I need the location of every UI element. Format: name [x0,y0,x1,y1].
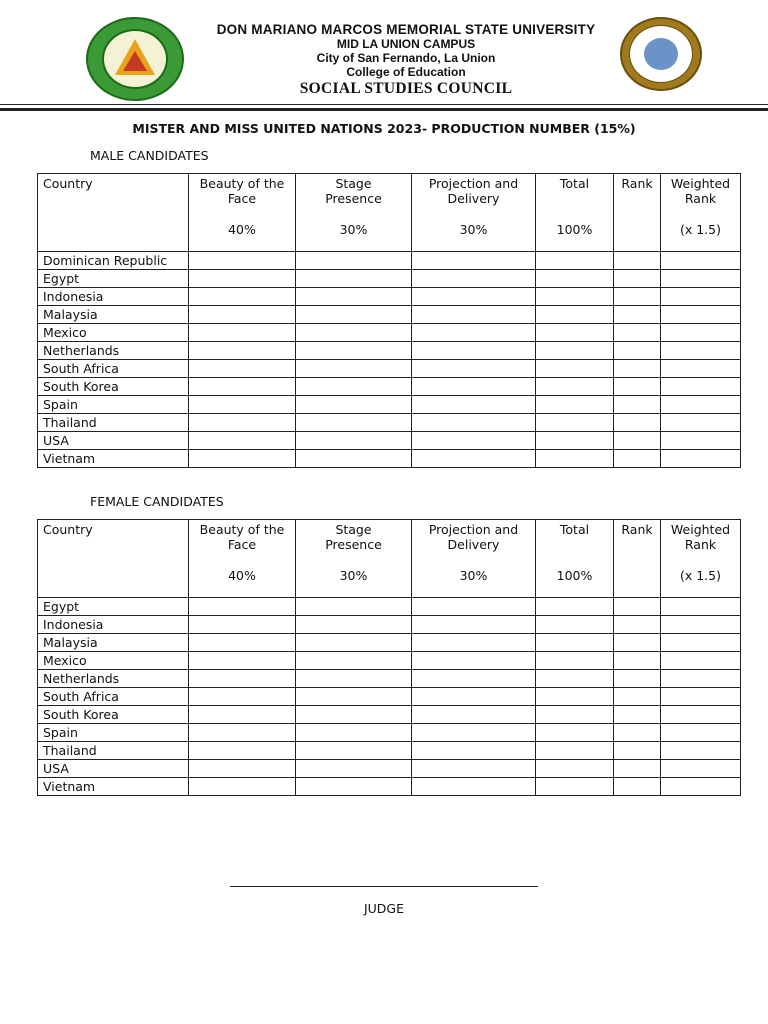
total-cell[interactable] [536,306,614,324]
country-cell: Spain [38,396,189,414]
beauty-score-cell[interactable] [189,432,296,450]
country-cell: Indonesia [38,288,189,306]
country-cell: Thailand [38,742,189,760]
weighted-rank-cell[interactable] [661,742,741,760]
total-cell[interactable] [536,724,614,742]
weighted-rank-cell[interactable] [661,270,741,288]
beauty-score-cell[interactable] [189,324,296,342]
weighted-rank-cell[interactable] [661,616,741,634]
rank-cell[interactable] [614,432,661,450]
table-row [38,724,741,742]
country-cell: Vietnam [38,450,189,468]
projection-score-cell[interactable] [412,742,536,760]
col-beauty: Beauty of the Face 40% [189,174,296,252]
stage-score-cell[interactable] [296,396,412,414]
table-row [38,688,741,706]
stage-score-cell[interactable] [296,688,412,706]
stage-score-cell[interactable] [296,270,412,288]
rank-cell[interactable] [614,342,661,360]
table-row [38,598,741,616]
country-cell: Netherlands [38,342,189,360]
beauty-score-cell[interactable] [189,270,296,288]
projection-score-cell[interactable] [412,616,536,634]
beauty-score-cell[interactable] [189,688,296,706]
stage-score-cell[interactable] [296,670,412,688]
total-cell[interactable] [536,670,614,688]
weighted-rank-cell[interactable] [661,670,741,688]
col-weighted-rank: Weighted Rank (x 1.5) [661,520,741,598]
projection-score-cell[interactable] [412,414,536,432]
table-row [38,432,741,450]
weighted-rank-cell[interactable] [661,252,741,270]
projection-score-cell[interactable] [412,598,536,616]
rank-cell[interactable] [614,598,661,616]
rank-cell[interactable] [614,252,661,270]
projection-score-cell[interactable] [412,378,536,396]
female-score-table [37,519,741,796]
projection-score-cell[interactable] [412,450,536,468]
stage-score-cell[interactable] [296,252,412,270]
projection-score-cell[interactable] [412,760,536,778]
weighted-rank-cell[interactable] [661,342,741,360]
beauty-score-cell[interactable] [189,306,296,324]
country-cell: Malaysia [38,634,189,652]
country-cell: Egypt [38,270,189,288]
total-cell[interactable] [536,688,614,706]
total-cell[interactable] [536,432,614,450]
rank-cell[interactable] [614,706,661,724]
projection-score-cell[interactable] [412,724,536,742]
stage-score-cell[interactable] [296,414,412,432]
header-divider-thick [0,108,768,111]
stage-score-cell[interactable] [296,324,412,342]
weighted-rank-cell[interactable] [661,598,741,616]
stage-score-cell[interactable] [296,288,412,306]
country-cell: Mexico [38,652,189,670]
projection-score-cell[interactable] [412,706,536,724]
country-cell: Mexico [38,324,189,342]
weighted-rank-cell[interactable] [661,324,741,342]
col-total: Total 100% [536,174,614,252]
table-row [38,306,741,324]
country-cell: Indonesia [38,616,189,634]
total-cell[interactable] [536,634,614,652]
country-cell: South Korea [38,706,189,724]
weighted-rank-cell[interactable] [661,450,741,468]
rank-cell[interactable] [614,306,661,324]
table-row [38,288,741,306]
stage-score-cell[interactable] [296,706,412,724]
stage-score-cell[interactable] [296,342,412,360]
country-cell: USA [38,760,189,778]
beauty-score-cell[interactable] [189,634,296,652]
beauty-score-cell[interactable] [189,616,296,634]
projection-score-cell[interactable] [412,306,536,324]
projection-score-cell[interactable] [412,324,536,342]
campus-name: MID LA UNION CAMPUS [336,37,476,51]
total-cell[interactable] [536,616,614,634]
rank-cell[interactable] [614,378,661,396]
stage-score-cell[interactable] [296,634,412,652]
stage-score-cell[interactable] [296,450,412,468]
col-country: Country [38,520,189,598]
country-cell: Egypt [38,598,189,616]
col-projection: Projection and Delivery 30% [412,174,536,252]
country-cell: Netherlands [38,670,189,688]
beauty-score-cell[interactable] [189,288,296,306]
stage-score-cell[interactable] [296,598,412,616]
table-row [38,652,741,670]
header-divider-thin [0,104,768,105]
rank-cell[interactable] [614,396,661,414]
rank-cell[interactable] [614,670,661,688]
council-name: SOCIAL STUDIES COUNCIL [299,80,513,97]
university-name: DON MARIANO MARCOS MEMORIAL STATE UNIVERSITY [216,22,596,37]
rank-cell[interactable] [614,288,661,306]
male-score-table [37,173,741,468]
table-row [38,634,741,652]
col-beauty: Beauty of the Face 40% [189,520,296,598]
stage-score-cell[interactable] [296,616,412,634]
table-header-row [38,174,741,252]
beauty-score-cell[interactable] [189,670,296,688]
beauty-score-cell[interactable] [189,252,296,270]
table-row [38,778,741,796]
table-row [38,360,741,378]
country-cell: Malaysia [38,306,189,324]
total-cell[interactable] [536,360,614,378]
total-cell[interactable] [536,598,614,616]
total-cell[interactable] [536,652,614,670]
beauty-score-cell[interactable] [189,760,296,778]
rank-cell[interactable] [614,742,661,760]
stage-score-cell[interactable] [296,778,412,796]
university-seal-icon [86,17,184,101]
projection-score-cell[interactable] [412,288,536,306]
col-projection: Projection and Delivery 30% [412,520,536,598]
total-cell[interactable] [536,324,614,342]
stage-score-cell[interactable] [296,724,412,742]
country-cell: USA [38,432,189,450]
table-header-row [38,520,741,598]
col-country: Country [38,174,189,252]
table-row [38,616,741,634]
projection-score-cell[interactable] [412,252,536,270]
rank-cell[interactable] [614,634,661,652]
weighted-rank-cell[interactable] [661,306,741,324]
weighted-rank-cell[interactable] [661,652,741,670]
stage-score-cell[interactable] [296,432,412,450]
council-seal-icon [620,17,702,91]
projection-score-cell[interactable] [412,634,536,652]
table-row [38,270,741,288]
total-cell[interactable] [536,252,614,270]
weighted-rank-cell[interactable] [661,288,741,306]
rank-cell[interactable] [614,760,661,778]
country-cell: Thailand [38,414,189,432]
col-stage: Stage Presence 30% [296,174,412,252]
beauty-score-cell[interactable] [189,396,296,414]
country-cell: South Korea [38,378,189,396]
rank-cell[interactable] [614,616,661,634]
rank-cell[interactable] [614,652,661,670]
projection-score-cell[interactable] [412,688,536,706]
table-row [38,760,741,778]
weighted-rank-cell[interactable] [661,706,741,724]
rank-cell[interactable] [614,724,661,742]
country-cell: South Africa [38,688,189,706]
projection-score-cell[interactable] [412,360,536,378]
beauty-score-cell[interactable] [189,450,296,468]
projection-score-cell[interactable] [412,432,536,450]
stage-score-cell[interactable] [296,760,412,778]
country-cell: Dominican Republic [38,252,189,270]
weighted-rank-cell[interactable] [661,760,741,778]
college-name: College of Education [346,65,466,79]
total-cell[interactable] [536,288,614,306]
total-cell[interactable] [536,396,614,414]
col-rank: Rank [614,174,661,252]
weighted-rank-cell[interactable] [661,378,741,396]
total-cell[interactable] [536,760,614,778]
signature-line [230,886,538,887]
rank-cell[interactable] [614,414,661,432]
beauty-score-cell[interactable] [189,742,296,760]
rank-cell[interactable] [614,324,661,342]
rank-cell[interactable] [614,778,661,796]
projection-score-cell[interactable] [412,778,536,796]
weighted-rank-cell[interactable] [661,360,741,378]
total-cell[interactable] [536,270,614,288]
beauty-score-cell[interactable] [189,414,296,432]
table-row [38,396,741,414]
table-row [38,450,741,468]
country-cell: Spain [38,724,189,742]
document-header [0,0,768,110]
weighted-rank-cell[interactable] [661,432,741,450]
form-title: MISTER AND MISS UNITED NATIONS 2023- PRODUCTION NUMBER (15%) [132,121,636,136]
rank-cell[interactable] [614,360,661,378]
weighted-rank-cell[interactable] [661,414,741,432]
total-cell[interactable] [536,778,614,796]
total-cell[interactable] [536,742,614,760]
stage-score-cell[interactable] [296,742,412,760]
beauty-score-cell[interactable] [189,652,296,670]
table-row [38,742,741,760]
country-cell: Vietnam [38,778,189,796]
table-row [38,342,741,360]
total-cell[interactable] [536,378,614,396]
stage-score-cell[interactable] [296,306,412,324]
city-name: City of San Fernando, La Union [316,51,496,65]
beauty-score-cell[interactable] [189,598,296,616]
header-text [190,20,622,98]
beauty-score-cell[interactable] [189,342,296,360]
stage-score-cell[interactable] [296,360,412,378]
stage-score-cell[interactable] [296,378,412,396]
weighted-rank-cell[interactable] [661,778,741,796]
beauty-score-cell[interactable] [189,778,296,796]
projection-score-cell[interactable] [412,396,536,414]
table-row [38,414,741,432]
projection-score-cell[interactable] [412,270,536,288]
female-section-label: FEMALE CANDIDATES [90,494,224,509]
rank-cell[interactable] [614,688,661,706]
beauty-score-cell[interactable] [189,378,296,396]
projection-score-cell[interactable] [412,342,536,360]
country-cell: South Africa [38,360,189,378]
beauty-score-cell[interactable] [189,706,296,724]
weighted-rank-cell[interactable] [661,724,741,742]
col-weighted-rank: Weighted Rank (x 1.5) [661,174,741,252]
total-cell[interactable] [536,450,614,468]
male-section-label: MALE CANDIDATES [90,148,209,163]
col-total: Total 100% [536,520,614,598]
table-row [38,378,741,396]
weighted-rank-cell[interactable] [661,688,741,706]
table-row [38,706,741,724]
col-rank: Rank [614,520,661,598]
stage-score-cell[interactable] [296,652,412,670]
weighted-rank-cell[interactable] [661,396,741,414]
total-cell[interactable] [536,706,614,724]
table-row [38,252,741,270]
table-row [38,324,741,342]
table-row [38,670,741,688]
judge-label: JUDGE [363,901,405,916]
total-cell[interactable] [536,342,614,360]
beauty-score-cell[interactable] [189,360,296,378]
beauty-score-cell[interactable] [189,724,296,742]
rank-cell[interactable] [614,270,661,288]
weighted-rank-cell[interactable] [661,634,741,652]
rank-cell[interactable] [614,450,661,468]
total-cell[interactable] [536,414,614,432]
projection-score-cell[interactable] [412,670,536,688]
projection-score-cell[interactable] [412,652,536,670]
col-stage: Stage Presence 30% [296,520,412,598]
